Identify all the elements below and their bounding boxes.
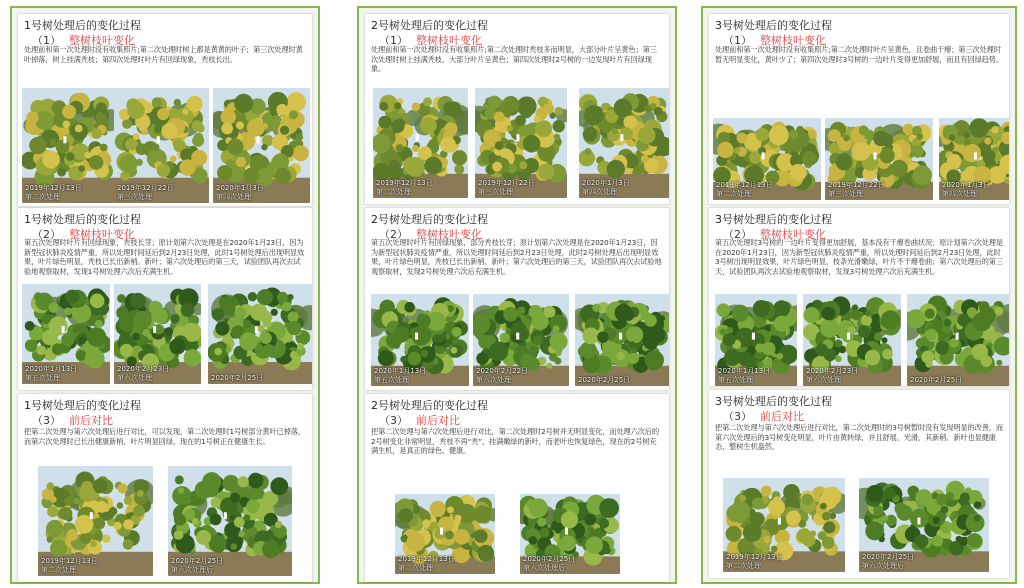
photo-caption (523, 555, 575, 572)
tree-photo (213, 88, 310, 203)
photo-caption (862, 553, 914, 570)
photo-date: 2019年12月13日 (726, 553, 783, 561)
photo-date: 2020年2月25日 (171, 557, 224, 565)
tree-photo (723, 478, 845, 572)
section-title: 1号树处理后的变化过程 (24, 19, 141, 32)
subheading-label: 整树枝叶变化 (760, 34, 826, 47)
tree-photo (395, 494, 495, 574)
tree-1-column (10, 6, 320, 584)
tree-photo (473, 294, 569, 386)
photo-note: 第二次处理 (726, 561, 761, 570)
subheading-number: （1） (379, 34, 408, 47)
photo-date: 2019年12月13日 (25, 184, 82, 192)
subheading-label: 整树枝叶变化 (416, 34, 482, 47)
photo-caption (376, 179, 433, 196)
photo-caption (117, 184, 174, 201)
photo-note: 第六次处理后 (523, 563, 565, 572)
section-title: 3号树处理后的变化过程 (715, 395, 832, 408)
photo-note: 第三次处理 (828, 189, 863, 198)
section-subheading (32, 412, 113, 428)
tree-photo (715, 294, 797, 386)
tree-photo (803, 294, 901, 386)
photo-caption (578, 376, 630, 385)
photo-caption (41, 557, 98, 574)
photo-date: 2020年2月25日 (523, 555, 576, 563)
photo-date: 2019年12月13日 (716, 181, 773, 189)
tree-photo (208, 284, 312, 384)
photo-note: 第三次处理 (478, 187, 513, 196)
photo-caption (478, 179, 535, 196)
photo-date: 2020年1月13日 (25, 365, 78, 373)
tree-photo (825, 118, 933, 200)
subheading-label: 前后对比 (416, 414, 460, 427)
tree-photo (939, 118, 1009, 200)
tree-2-column (357, 6, 677, 584)
photo-note: 第五次处理 (25, 373, 60, 382)
photo-caption (171, 557, 223, 574)
photo-date: 2020年2月25日 (910, 375, 963, 384)
tree-photo (22, 284, 110, 384)
photo-date: 2020年2月25日 (211, 373, 264, 382)
subheading-number: （3） (379, 414, 408, 427)
photo-date: 2019年12月22日 (478, 179, 535, 187)
photo-date: 2019年12月13日 (41, 557, 98, 565)
photo-note: 第二次处理 (41, 565, 76, 574)
photo-date: 2019年12月22日 (828, 181, 885, 189)
photo-note: 第六次处理 (476, 375, 511, 384)
photo-date: 2020年1月3日 (582, 179, 630, 187)
photo-caption (726, 553, 783, 570)
subheading-label: 整树枝叶变化 (69, 34, 135, 47)
section-description: 第五次处理时叶片有回绿现象，秃枝长芽；原计划第六次处理是在2020年1月23日，因为新型冠状肺炎疫情严重，所以处理时间延后到2月23日处理，此时1号树处理后出现明显效果，叶片绿色明显，秃枝已长出新梢。新叶；第六次处理后的第三天，试验团队再次去试验地观察取材，发现1号树处理六次后充满生机。 (24, 238, 305, 276)
section-description: 第五次处理时叶片有回绿现象，部分秃枝长芽；原计划第六次处理是在2020年1月23日，因为新型冠状肺炎疫情严重，所以处理时间延后到2月23日处理，此时2号树处理后出现明显效果，叶片绿色明显，秃枝已长出新梢、新叶；第六次处理后的第三天，试验团队再次去试验地观察取材，发现2号树处理六次后充满生机。 (371, 238, 662, 276)
tree-3-column (701, 6, 1017, 584)
section-subheading (723, 408, 804, 424)
photo-note: 第六次处理后 (171, 565, 213, 574)
tree-photo (168, 466, 292, 576)
subheading-label: 整树枝叶变化 (69, 228, 135, 241)
photo-caption (211, 374, 263, 383)
tree-photo (114, 88, 209, 203)
photo-caption (910, 376, 962, 385)
photo-caption (216, 184, 264, 201)
section-title: 1号树处理后的变化过程 (24, 213, 141, 226)
subheading-number: （1） (723, 34, 752, 47)
section-description: 处理前和第一次处理时没有收集照片;第二次处理时叶片呈黄色，且卷曲干瘪；第三次处理时暂无明显变化，黄叶少了；第四次处理时3号树的一边叶片变得更加舒展，而且有回绿趋势。 (715, 45, 1003, 64)
photo-caption (806, 367, 858, 384)
subheading-number: （1） (32, 34, 61, 47)
section-title: 2号树处理后的变化过程 (371, 399, 488, 412)
photo-note: 第六次处理 (117, 373, 152, 382)
subheading-number: （2） (32, 228, 61, 241)
section-card (365, 208, 669, 390)
photo-date: 2020年2月22日 (476, 367, 529, 375)
photo-date: 2020年2月25日 (862, 553, 915, 561)
photo-date: 2020年1月13日 (374, 367, 427, 375)
photo-date: 2020年1月3日 (942, 181, 990, 189)
subheading-number: （2） (723, 228, 752, 241)
section-title: 3号树处理后的变化过程 (715, 19, 832, 32)
photo-date: 2020年1月13日 (718, 367, 771, 375)
subheading-label: 前后对比 (760, 410, 804, 423)
photo-note: 第四次处理 (942, 189, 977, 198)
photo-caption (117, 365, 169, 382)
photo-caption (718, 367, 770, 384)
subheading-number: （2） (379, 228, 408, 241)
tree-photo (475, 88, 567, 198)
tree-photo (114, 284, 201, 384)
photo-date: 2020年1月3日 (216, 184, 264, 192)
photo-date: 2020年2月25日 (578, 375, 631, 384)
section-card (18, 208, 312, 390)
section-subheading (379, 412, 460, 428)
tree-photo (520, 494, 620, 574)
photo-note: 第二次处理 (376, 187, 411, 196)
tree-photo (22, 88, 114, 203)
photo-caption (374, 367, 426, 384)
photo-date: 2020年2月23日 (117, 365, 170, 373)
photo-note: 第六次处理 (806, 375, 841, 384)
section-card (18, 394, 312, 582)
photo-note: 第六次处理后 (862, 561, 904, 570)
photo-date: 2019年12月13日 (398, 555, 455, 563)
photo-caption (942, 181, 990, 198)
tree-photo (859, 478, 989, 572)
photo-date: 2020年2月23日 (806, 367, 859, 375)
subheading-label: 整树枝叶变化 (760, 228, 826, 241)
tree-photo (907, 294, 1009, 386)
subheading-number: （3） (32, 414, 61, 427)
section-description: 处理前和第一次处理时没有收集照片;第二次处理时秃枝多而明显，大部分叶片呈黄色；第三次处理时树上挂满秃枝，大部分叶片呈黄色；第四次处理时2号树的一边发现叶片有回绿现象。 (371, 45, 657, 74)
photo-date: 2019年12月22日 (117, 184, 174, 192)
section-description: 第五次处理时3号树的一边叶片变得更加舒展，基本没有干瘪卷曲状况；原计划第六次处理是在2020年1月23日，因为新型冠状肺炎疫情严重，所以处理时间延后到2月23日处理，此时3号树出现明显效果，叶片绿色明显，枝条光滑嫩绿，叶片不干瘪卷曲；第六次处理后的第三天，试验团队再次去试验地观察取材，发现3号树处理六次后充满生机。 (715, 238, 1003, 276)
photo-caption (476, 367, 528, 384)
photo-caption (25, 365, 77, 382)
subheading-label: 前后对比 (69, 414, 113, 427)
section-card (365, 14, 669, 204)
section-title: 2号树处理后的变化过程 (371, 213, 488, 226)
tree-photo (713, 118, 821, 200)
subheading-number: （3） (723, 410, 752, 423)
section-title: 2号树处理后的变化过程 (371, 19, 488, 32)
tree-photo (371, 294, 469, 386)
tree-photo (38, 466, 153, 576)
photo-note: 第四次处理 (582, 187, 617, 196)
photo-caption (25, 184, 82, 201)
subheading-label: 整树枝叶变化 (416, 228, 482, 241)
section-card (709, 14, 1009, 204)
photo-caption (716, 181, 773, 198)
section-description: 把第二次处理与第六次处理后进行对比，第二次处理时2号树并无明显变化，而处理六次后的2号树变化非常明显，秃枝不再“秃”，挂满嫩绿的新叶，而老叶也恢复绿色，现在的2号树充满生机，是真正的绿色、健康。 (371, 427, 659, 456)
tree-photo (579, 88, 669, 198)
section-title: 3号树处理后的变化过程 (715, 213, 832, 226)
section-card (365, 394, 669, 582)
tree-photo (575, 294, 669, 386)
photo-note: 第二次处理 (398, 563, 433, 572)
photo-caption (582, 179, 630, 196)
photo-caption (828, 181, 885, 198)
photo-note: 第五次处理 (374, 375, 409, 384)
photo-note: 第四次处理 (216, 192, 251, 201)
section-title: 1号树处理后的变化过程 (24, 399, 141, 412)
section-card (709, 208, 1009, 386)
photo-note: 第五次处理 (718, 375, 753, 384)
section-card (18, 14, 312, 206)
section-description: 处理前和第一次处理时没有收集照片;第二次处理时树上都是黄黄的叶子；第三次处理时黄叶掉落，树上挂满秃枝；第四次处理时叶片有回绿现象，秃枝长出。 (24, 45, 303, 64)
section-description: 把第二次处理与第六次处理后进行对比，可以发现，第二次处理时1号树部分黄叶已掉落，而第六次处理时已长出健康新梢，叶片明显回绿，现在的1号树正在健康生长。 (24, 427, 305, 446)
photo-date: 2019年12月13日 (376, 179, 433, 187)
photo-note: 第二次处理 (716, 189, 751, 198)
tree-photo (373, 88, 468, 198)
photo-caption (398, 555, 455, 572)
photo-note: 第二次处理 (25, 192, 60, 201)
section-description: 把第二次处理与第六次处理后进行对比，第二次处理时的3号树暂时没有发现明显的改善，而第六次处理后的3号树变化明显，叶片由黄转绿，并且舒展、光滑，其新稍、新叶也显健康态，整树生机盎然。 (715, 423, 1003, 452)
section-card (709, 390, 1009, 578)
photo-note: 第三次处理 (117, 192, 152, 201)
